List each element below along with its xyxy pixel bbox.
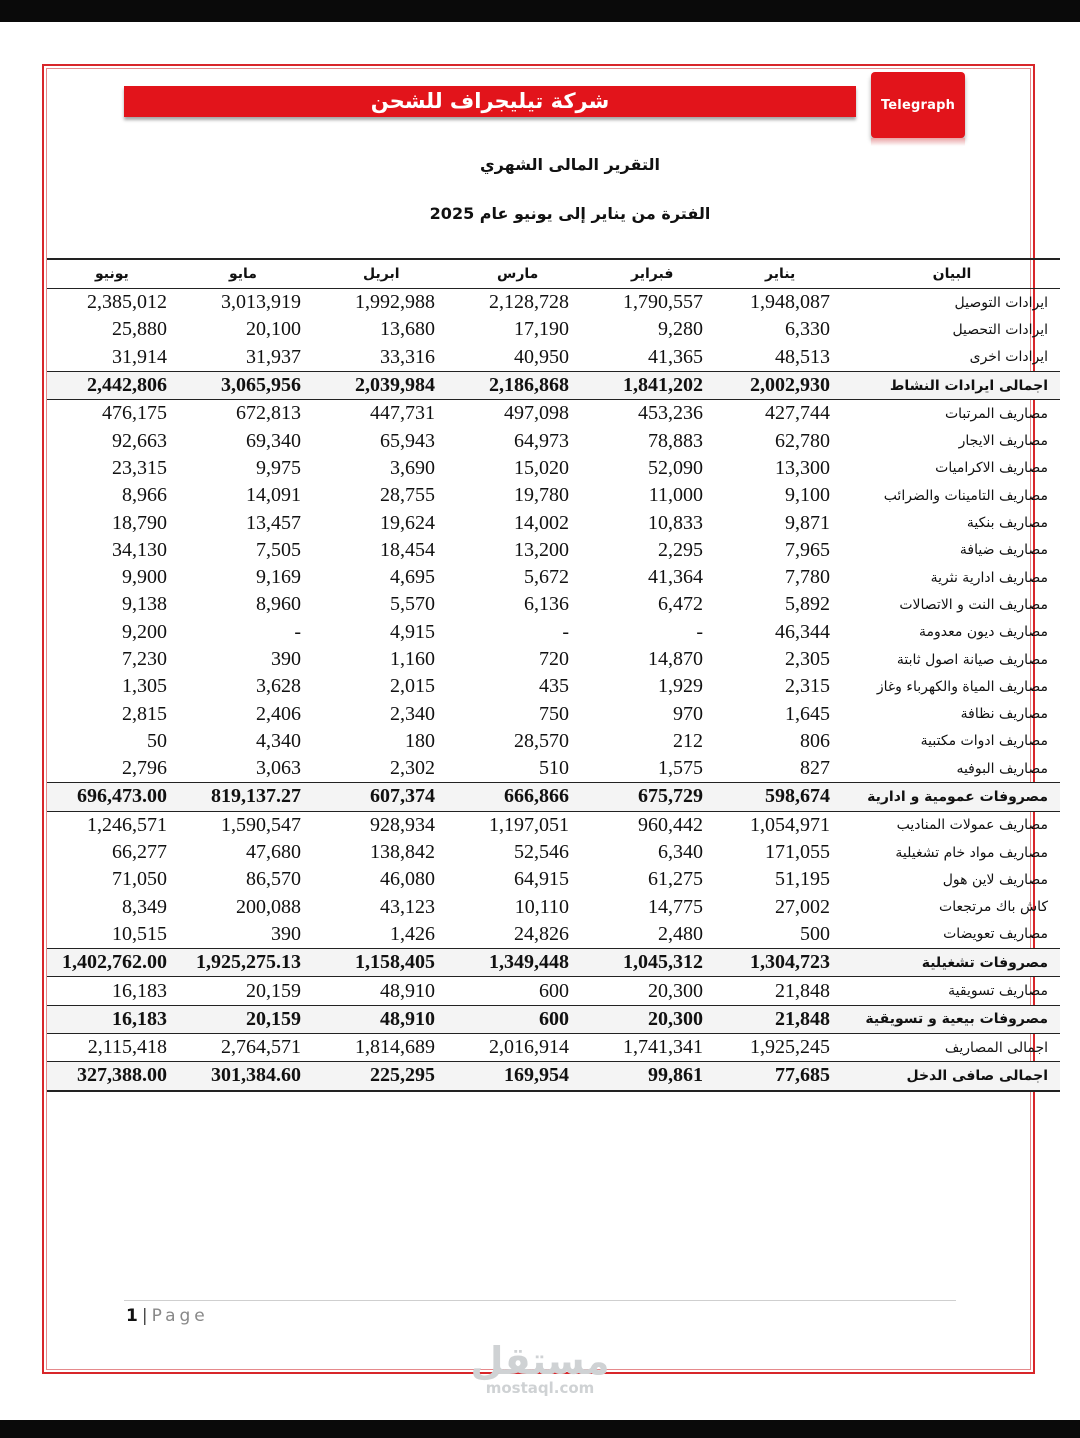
cell-value: 1,349,448 (449, 949, 583, 977)
cell-value: 48,910 (380, 979, 435, 1002)
cell-value: 2,815 (122, 702, 167, 725)
cell-value: 13,300 (775, 456, 830, 479)
cell-value: 598,674 (717, 783, 844, 811)
cell-value: 41,365 (648, 345, 703, 368)
cell-value: 27,002 (775, 895, 830, 918)
cell-value: 13,457 (246, 511, 301, 534)
cell-value: 69,340 (246, 429, 301, 452)
cell-value: 2,002,930 (717, 371, 844, 399)
row-label: مصاريف ادوات مكتبية (920, 733, 1048, 750)
cell-value: 1,575 (658, 757, 703, 780)
table-row (47, 839, 1060, 866)
watermark-arabic: مستقل (470, 1339, 610, 1383)
cell-value: 4,340 (256, 729, 301, 752)
column-header: مارس (449, 259, 583, 289)
column-header: ابريل (315, 259, 449, 289)
page-separator: | (141, 1306, 148, 1326)
cell-value: 2,115,418 (87, 1036, 167, 1059)
column-header: يونيو (47, 259, 181, 289)
row-label: مصاريف بنكية (966, 515, 1048, 532)
cell-value: 52,090 (648, 456, 703, 479)
cell-value: 447,731 (370, 402, 435, 425)
cell-value: 99,861 (583, 1062, 717, 1091)
cell-value: 7,230 (122, 648, 167, 670)
row-label: مصاريف النت و الاتصالات (899, 596, 1048, 613)
cell-value: 50 (147, 729, 167, 752)
cell-value: 1,790,557 (623, 291, 703, 314)
cell-value: 2,442,806 (47, 371, 181, 399)
cell-value: 819,137.27 (181, 783, 315, 811)
row-label: مصاريف تسويقية (948, 983, 1048, 1000)
cell-value: 8,349 (122, 895, 167, 918)
bottom-black-bar (0, 1420, 1080, 1438)
cell-value: 2,302 (390, 757, 435, 780)
row-label: مصاريف عمولات المناديب (896, 817, 1048, 834)
cell-value: 3,063 (256, 757, 301, 780)
cell-value: 2,385,012 (87, 291, 167, 314)
cell-value: 171,055 (765, 841, 830, 864)
cell-value: 9,169 (256, 566, 301, 589)
table-row (47, 949, 1060, 977)
cell-value: 2,016,914 (489, 1036, 569, 1059)
cell-value: 427,744 (765, 402, 830, 425)
cell-value: 10,110 (514, 895, 569, 918)
cell-value: 3,628 (256, 675, 301, 698)
cell-value: 1,160 (390, 648, 435, 670)
table-row (47, 591, 1060, 618)
cell-value: 6,472 (658, 593, 703, 616)
cell-value: 11,000 (648, 484, 703, 507)
table-row (47, 755, 1060, 783)
cell-value: 14,002 (514, 511, 569, 534)
cell-value: 5,570 (390, 593, 435, 616)
cell-value: 40,950 (514, 345, 569, 368)
table-row (47, 564, 1060, 591)
watermark-url: mostaql.com (485, 1379, 595, 1397)
page-number-value: 1 (126, 1306, 138, 1326)
cell-value: 180 (405, 729, 435, 752)
cell-value: 46,344 (775, 620, 830, 643)
cell-value: 31,914 (112, 345, 167, 368)
cell-value: 4,695 (390, 566, 435, 589)
cell-value: 960,442 (638, 813, 703, 836)
cell-value: 672,813 (236, 402, 301, 425)
cell-value: 1,645 (785, 702, 830, 725)
row-label: مصاريف ادارية نثرية (930, 569, 1048, 586)
cell-value: 1,158,405 (315, 949, 449, 977)
row-label: ايرادات التوصيل (954, 294, 1048, 311)
table-row (47, 455, 1060, 482)
column-header: يناير (717, 259, 844, 289)
report-title: التقرير المالى الشهري (480, 155, 660, 174)
cell-value: 2,764,571 (221, 1036, 301, 1059)
cell-value: 1,741,341 (623, 1036, 703, 1059)
cell-value: 497,098 (504, 402, 569, 425)
cell-value: 500 (800, 922, 830, 945)
cell-value: 13,680 (380, 318, 435, 341)
table-row (47, 700, 1060, 727)
row-label: مصاريف الايجار (958, 433, 1048, 450)
cell-value: 1,045,312 (583, 949, 717, 977)
cell-value: 64,973 (514, 429, 569, 452)
cell-value: 200,088 (236, 895, 301, 918)
cell-value: 827 (800, 757, 830, 780)
cell-value: 9,900 (122, 566, 167, 589)
cell-value: 9,975 (256, 456, 301, 479)
cell-value: 28,755 (380, 484, 435, 507)
cell-value: 1,929 (658, 675, 703, 698)
cell-value: 720 (539, 648, 569, 670)
cell-value: 20,300 (648, 979, 703, 1002)
cell-value: 18,790 (112, 511, 167, 534)
cell-value: 4,915 (390, 620, 435, 643)
financial-report-table (47, 258, 1060, 1092)
table-row (47, 673, 1060, 700)
row-label: ايرادات اخرى (969, 349, 1048, 366)
row-label: مصاريف المرتبات (944, 405, 1048, 422)
cell-value: 7,780 (785, 566, 830, 589)
cell-value: 2,340 (390, 702, 435, 725)
cell-value: 8,966 (122, 484, 167, 507)
cell-value: 33,316 (380, 345, 435, 368)
cell-value: - (696, 620, 703, 643)
row-label: مصاريف نظافة (960, 706, 1048, 723)
table-row (47, 509, 1060, 536)
column-header: فبراير (583, 259, 717, 289)
cell-value: 476,175 (102, 402, 167, 425)
table-row (47, 646, 1060, 673)
page-word: Page (151, 1306, 209, 1326)
table-row (47, 1034, 1060, 1062)
cell-value: 390 (271, 648, 301, 670)
cell-value: 20,300 (583, 1005, 717, 1033)
cell-value: 17,190 (514, 318, 569, 341)
cell-value: 9,871 (785, 511, 830, 534)
table-row (47, 619, 1060, 646)
table-row (47, 289, 1060, 317)
cell-value: 2,186,868 (449, 371, 583, 399)
telegraph-logo: Telegraph (871, 72, 965, 138)
cell-value: 3,065,956 (181, 371, 315, 399)
cell-value: 6,340 (658, 841, 703, 864)
table-row (47, 783, 1060, 811)
cell-value: 1,305 (122, 675, 167, 698)
cell-value: 64,915 (514, 868, 569, 891)
cell-value: 18,454 (380, 538, 435, 561)
column-header: مايو (181, 259, 315, 289)
cell-value: 453,236 (638, 402, 703, 425)
cell-value: 970 (673, 702, 703, 725)
table-row (47, 894, 1060, 921)
cell-value: 31,937 (246, 345, 301, 368)
row-label: مصاريف تعويضات (943, 926, 1048, 943)
cell-value: 2,015 (390, 675, 435, 698)
cell-value: 48,513 (775, 345, 830, 368)
table-row (47, 1062, 1060, 1091)
cell-value: 1,426 (390, 922, 435, 945)
table-header-row (47, 259, 1060, 289)
table-row (47, 921, 1060, 949)
cell-value: 6,136 (524, 593, 569, 616)
cell-value: 20,159 (181, 1005, 315, 1033)
cell-value: 327,388.00 (47, 1062, 181, 1091)
row-label: مصاريف لاين هول (942, 871, 1048, 888)
cell-value: 41,364 (648, 566, 703, 589)
cell-value: 46,080 (380, 868, 435, 891)
row-label: اجمالى ايرادات النشاط (844, 371, 1060, 399)
cell-value: 9,100 (785, 484, 830, 507)
row-label: مصاريف مواد خام تشغيلية (895, 844, 1048, 861)
cell-value: 675,729 (583, 783, 717, 811)
cell-value: 9,138 (122, 593, 167, 616)
cell-value: 66,277 (112, 841, 167, 864)
cell-value: 20,100 (246, 318, 301, 341)
cell-value: 1,054,971 (750, 813, 830, 836)
cell-value: 6,330 (785, 318, 830, 341)
cell-value: 92,663 (112, 429, 167, 452)
cell-value: 48,910 (315, 1005, 449, 1033)
cell-value: 43,123 (380, 895, 435, 918)
row-label: مصروفات عمومية و ادارية (844, 783, 1060, 811)
cell-value: 607,374 (315, 783, 449, 811)
cell-value: 3,013,919 (221, 291, 301, 314)
row-label: اجمالى المصاريف (944, 1039, 1048, 1056)
cell-value: 750 (539, 702, 569, 725)
report-period: الفترة من يناير إلى يونيو عام 2025 (429, 204, 711, 223)
cell-value: 13,200 (514, 538, 569, 561)
table-row (47, 400, 1060, 428)
cell-value: 51,195 (775, 868, 830, 891)
cell-value: 1,925,245 (750, 1036, 830, 1059)
row-label: كاش باك مرتجعات (939, 899, 1048, 916)
cell-value: 7,505 (256, 538, 301, 561)
cell-value: 1,304,723 (717, 949, 844, 977)
cell-value: 16,183 (47, 1005, 181, 1033)
cell-value: 2,039,984 (315, 371, 449, 399)
cell-value: 10,833 (648, 511, 703, 534)
table-row (47, 344, 1060, 372)
row-label: مصروفات تشغيلية (844, 949, 1060, 977)
cell-value: 1,925,275.13 (181, 949, 315, 977)
cell-value: 2,128,728 (489, 291, 569, 314)
cell-value: 8,960 (256, 593, 301, 616)
column-header: البيان (844, 259, 1060, 289)
cell-value: 65,943 (380, 429, 435, 452)
page-number (126, 1306, 209, 1326)
cell-value: 77,685 (717, 1062, 844, 1091)
cell-value: 21,848 (717, 1005, 844, 1033)
company-name-banner: شركة تيليجراف للشحن (124, 86, 856, 117)
row-label: مصاريف صيانة اصول ثابتة (896, 651, 1048, 668)
table-row (47, 1005, 1060, 1033)
cell-value: 21,848 (775, 979, 830, 1002)
cell-value: 169,954 (449, 1062, 583, 1091)
footer-divider (124, 1300, 956, 1301)
cell-value: 510 (539, 757, 569, 780)
cell-value: 928,934 (370, 813, 435, 836)
cell-value: 20,159 (246, 979, 301, 1002)
cell-value: 14,091 (246, 484, 301, 507)
cell-value: 1,814,689 (355, 1036, 435, 1059)
cell-value: 78,883 (648, 429, 703, 452)
cell-value: 1,246,571 (87, 813, 167, 836)
cell-value: 5,672 (524, 566, 569, 589)
cell-value: 1,197,051 (489, 813, 569, 836)
table-row (47, 537, 1060, 564)
cell-value: 71,050 (112, 868, 167, 891)
table-row (47, 482, 1060, 509)
table-row (47, 316, 1060, 343)
cell-value: 2,295 (658, 538, 703, 561)
cell-value: 138,842 (370, 841, 435, 864)
row-label: ايرادات التحصيل (952, 321, 1048, 338)
cell-value: 2,315 (785, 675, 830, 698)
cell-value: 5,892 (785, 593, 830, 616)
cell-value: 9,280 (658, 318, 703, 341)
cell-value: 1,590,547 (221, 813, 301, 836)
row-label: مصاريف المياة والكهرباء وغاز (876, 678, 1048, 695)
cell-value: 2,796 (122, 757, 167, 780)
cell-value: 3,690 (390, 456, 435, 479)
cell-value: 15,020 (514, 456, 569, 479)
cell-value: 10,515 (112, 922, 167, 945)
cell-value: 212 (673, 729, 703, 752)
table-row (47, 977, 1060, 1005)
row-label: مصاريف ضيافة (959, 542, 1048, 559)
row-label: مصاريف ديون معدومة (919, 624, 1048, 641)
cell-value: 696,473.00 (47, 783, 181, 811)
cell-value: 666,866 (449, 783, 583, 811)
cell-value: 61,275 (648, 868, 703, 891)
table-row (47, 866, 1060, 893)
cell-value: 19,780 (514, 484, 569, 507)
cell-value: 16,183 (112, 979, 167, 1002)
cell-value: - (562, 620, 569, 643)
cell-value: 86,570 (246, 868, 301, 891)
cell-value: 24,826 (514, 922, 569, 945)
cell-value: 25,880 (112, 318, 167, 341)
cell-value: 2,480 (658, 922, 703, 945)
row-label: اجمالى صافى الدخل (844, 1062, 1060, 1091)
table-body (47, 289, 1060, 1091)
cell-value: 19,624 (380, 511, 435, 534)
cell-value: 435 (539, 675, 569, 698)
cell-value: 1,948,087 (750, 291, 830, 314)
cell-value: 34,130 (112, 538, 167, 561)
cell-value: 2,406 (256, 702, 301, 725)
cell-value: 301,384.60 (181, 1062, 315, 1091)
cell-value: 2,305 (785, 648, 830, 670)
cell-value: 600 (539, 979, 569, 1002)
cell-value: 1,402,762.00 (47, 949, 181, 977)
row-label: مصاريف البوفيه (956, 760, 1048, 777)
top-black-bar (0, 0, 1080, 22)
table-row (47, 371, 1060, 399)
cell-value: 600 (449, 1005, 583, 1033)
cell-value: 62,780 (775, 429, 830, 452)
row-label: مصروفات بيعية و تسويقية (844, 1005, 1060, 1033)
mostaql-watermark (470, 1339, 610, 1397)
cell-value: 9,200 (122, 620, 167, 643)
cell-value: - (294, 620, 301, 643)
table-row (47, 728, 1060, 755)
cell-value: 7,965 (785, 538, 830, 561)
cell-value: 806 (800, 729, 830, 752)
table-row (47, 427, 1060, 454)
cell-value: 23,315 (112, 456, 167, 479)
row-label: مصاريف التامينات والضرائب (883, 487, 1048, 504)
cell-value: 47,680 (246, 841, 301, 864)
cell-value: 1,841,202 (583, 371, 717, 399)
cell-value: 225,295 (315, 1062, 449, 1091)
cell-value: 14,870 (648, 648, 703, 670)
cell-value: 28,570 (514, 729, 569, 752)
table-row (47, 811, 1060, 839)
cell-value: 52,546 (514, 841, 569, 864)
cell-value: 14,775 (648, 895, 703, 918)
cell-value: 1,992,988 (355, 291, 435, 314)
row-label: مصاريف الاكراميات (935, 460, 1048, 477)
cell-value: 390 (271, 922, 301, 945)
